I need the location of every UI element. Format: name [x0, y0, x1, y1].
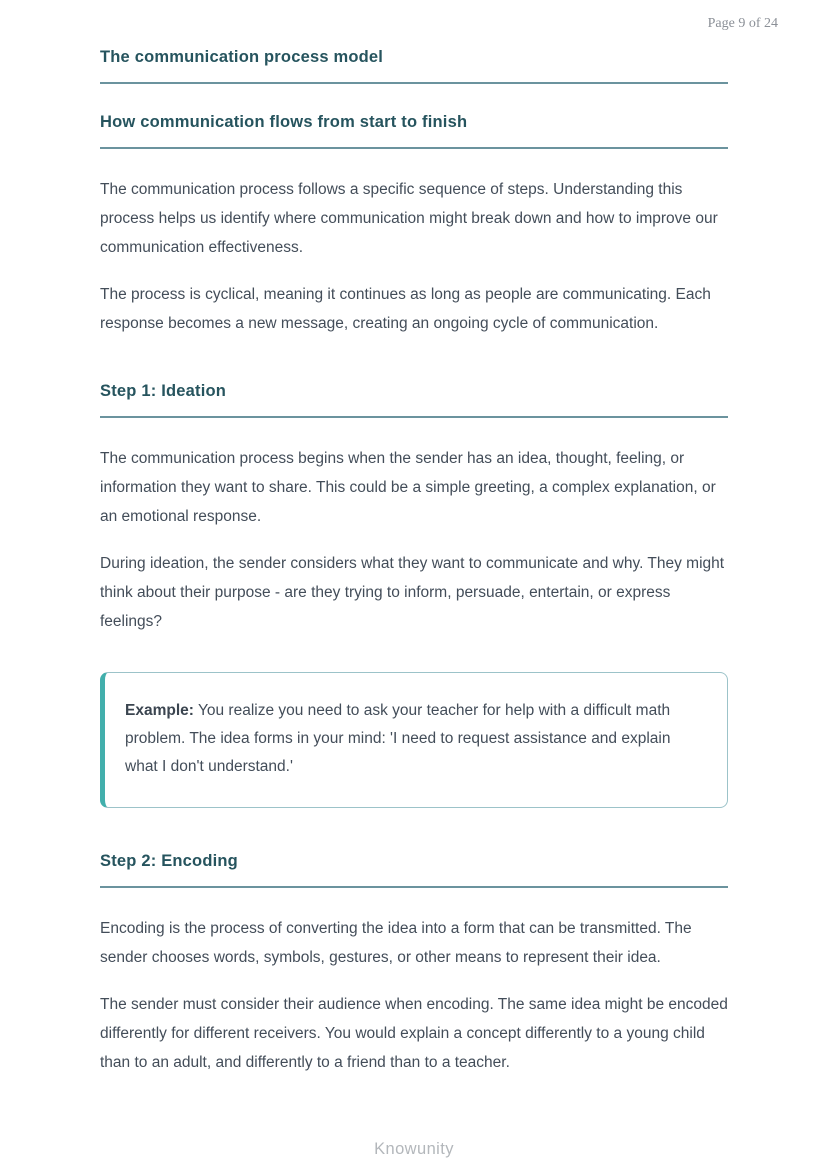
step1-paragraph-1: The communication process begins when the sender has an idea, thought, feeling, or information they want to share. This could be a simple greeting, a complex explanation, or an emotional response. [100, 450, 716, 525]
step2-paragraph-1: Encoding is the process of converting the idea into a form that can be transmitted. The sender chooses words, symbols, gestures, or other means to represent their idea. [100, 920, 692, 966]
example-text [125, 697, 701, 781]
example-body: You realize you need to ask your teacher for help with a difficult math problem. The idea forms in your mind: 'I need to request assistance and explain what I don't understand.' [125, 702, 671, 775]
document-content [100, 48, 728, 1077]
intro-paragraph-2: The process is cyclical, meaning it continues as long as people are communicating. Each response becomes a new message, creating an ongoing cycle of communication. [100, 286, 711, 332]
step2-paragraph-2: The sender must consider their audience when encoding. The same idea might be encoded differently for different receivers. You would explain a concept differently to a young child than to an adult, and differently to a friend than to a teacher. [100, 996, 728, 1071]
step1-heading: Step 1: Ideation [100, 382, 728, 418]
step2-heading: Step 2: Encoding [100, 852, 728, 888]
brand-watermark: Knowunity [374, 1140, 454, 1158]
document-title: The communication process model [100, 48, 728, 84]
document-subtitle: How communication flows from start to finish [100, 113, 728, 149]
intro-paragraph-1: The communication process follows a specific sequence of steps. Understanding this process helps us identify where communication might break down and how to improve our communication effectiveness. [100, 181, 718, 256]
step1-paragraph-2: During ideation, the sender considers what they want to communicate and why. They might think about their purpose - are they trying to inform, persuade, entertain, or express feelings? [100, 555, 725, 630]
example-callout [100, 672, 728, 808]
page-indicator: Page 9 of 24 [707, 16, 778, 31]
example-label: Example: [125, 702, 194, 719]
